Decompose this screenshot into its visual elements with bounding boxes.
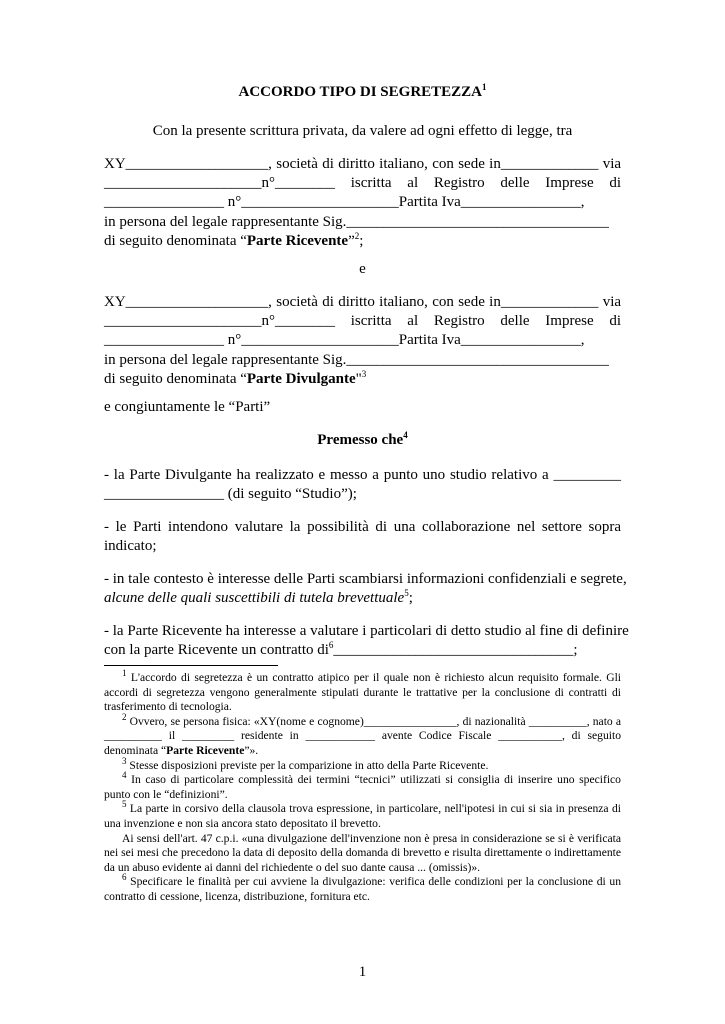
italic-clause: alcune delle quali suscettibili di tutela brevettuale [104, 590, 405, 607]
parties-line: e congiuntamente le “Parti” [104, 399, 271, 415]
party-designation: di seguito denominata “Parte Ricevente”$^2$; [104, 230, 364, 249]
footnote-3: $^3$ Stesse disposizioni previste per la comparizione in atto della Parte Ricevente. [122, 755, 489, 772]
party-line: XY___________________, società di diritto italiano, con sede in_____________ via [104, 294, 622, 310]
party-line: ________________ n°_____________________Partita Iva________________, [104, 332, 585, 349]
footnote-ref: 4 [403, 430, 408, 440]
page-number: 1 [358, 964, 367, 980]
footnote-2: $^2$ Ovvero, se persona fisica: «XY(nome e cognome)________________, di nazionalità __________, nato a __________ il _________ residente in ____________ avente Codice Fiscale ___________, di seguito denominata “Parte Ricevente”». [104, 711, 621, 757]
premesso-heading: Premesso che$^4$ [317, 430, 408, 448]
party-line: ________________ n°_____________________Partita Iva________________, [104, 194, 585, 211]
title-text: ACCORDO TIPO DI SEGRETEZZA [238, 84, 483, 100]
recital-4: - la Parte Ricevente ha interesse a valutare i particolari di detto studio al fine di definire con la parte Ricevente un contratto $di^6\_\_\_\_\_\_\_\_\_\_\_\_\_\_\_\_\_\_\_\_\_\_\_\_\_\_\_\_\_\_\_\_$; [104, 623, 629, 659]
footnote-6: $^6$ Specificare le finalità per cui avviene la divulgazione: verifica delle condizioni per la conclusione di un contratto di cessione, licenza, distribuzione, fornitura etc. [104, 872, 621, 903]
party-line: _____________________n°________ iscritta al Registro delle Imprese di [104, 175, 621, 192]
document-title [0, 84, 725, 101]
footnote-4: $^4$ In caso di particolare complessità dei termini “tecnici” utilizzati si consiglia di inserire uno specifico punto con le “definizioni”. [104, 770, 621, 801]
intro-line: Con la presente scrittura privata, da valere ad ogni effetto di legge, tra [152, 123, 573, 139]
footnote-1: $^1$ L'accordo di segretezza è un contratto atipico per il quale non è richiesto alcun requisito formale. Gli accordi di segretezza vengono generalmente stipulati durante le trattative per la conclusione di contratti di trasferimento di tecnologia. [104, 668, 622, 714]
recital-1: - la Parte Divulgante ha realizzato e messo a punto uno studio relativo a _________ ________________ (di seguito “Studio”); [104, 467, 621, 503]
party-line: in persona del legale rappresentante Sig.___________________________________ [104, 351, 609, 368]
footnote-ref: 3 [361, 368, 367, 379]
recital-3: - in tale contesto è interesse delle Parti scambiarsi informazioni confidenziali e segrete, alcune delle quali suscettibili di tutela brevettuale$^5$; [104, 571, 627, 607]
footnote-5-continued: Ai sensi dell'art. 47 c.p.i. «una divulgazione dell'invenzione non è presa in considerazione se si è verificata nei sei mesi che precedono la data di deposito della domanda di brevetto e risulta direttamente o indirettamente da un abuso evidente ai danni del richiedente o del suo dante causa ... (omissis)». [104, 831, 622, 874]
party-disclosing-block [104, 293, 621, 389]
party-receiving-block [104, 155, 621, 251]
party-role-name: Parte Divulgante [246, 370, 356, 387]
party-line: in persona del legale rappresentante Sig.___________________________________ [104, 213, 609, 230]
footnote-separator [104, 665, 278, 666]
footnote-ref: 2 [354, 230, 360, 241]
footnote-5: $^5$ La parte in corsivo della clausola trova espressione, in particolare, nell'ipotesi in cui si sia in presenza di una invenzione e non sia ancora stato depositato il brevetto. [104, 799, 621, 830]
footnote-ref: 1 [482, 82, 487, 92]
footnote-ref: 6 [328, 640, 334, 651]
footnotes [104, 668, 622, 905]
party-line: _____________________n°________ iscritta al Registro delle Imprese di [104, 313, 621, 330]
recital-2: - le Parti intendono valutare la possibilità di una collaborazione nel settore sopra indicato; [104, 519, 621, 555]
party-designation: di seguito denominata “Parte Divulgante"$^3$ [104, 368, 367, 387]
conjunction-e: e [359, 261, 366, 277]
party-role-name: Parte Ricevente [246, 232, 349, 249]
party-line: XY___________________, società di diritto italiano, con sede in_____________ via [104, 156, 622, 172]
footnote-ref: 5 [404, 588, 409, 599]
